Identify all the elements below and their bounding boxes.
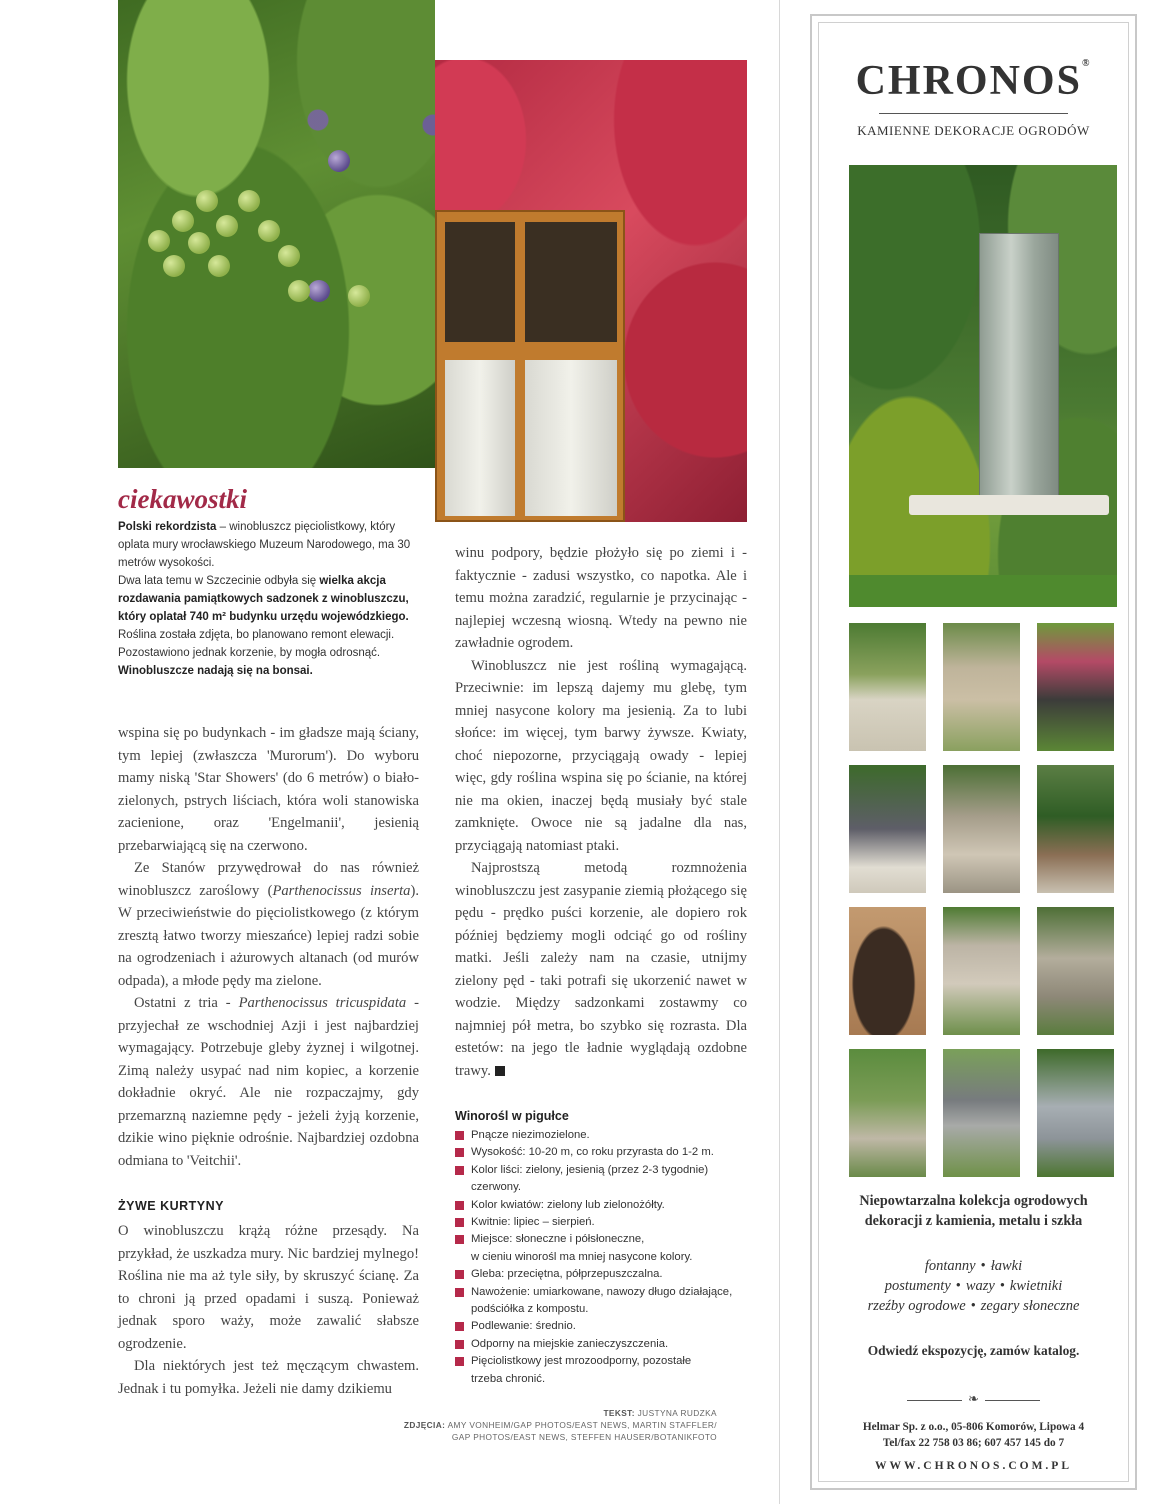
fact-text: – winobluszcz pięciolistkowy, który oplata mury wrocławskiego Muzeum Narodowego, ma 30 metrów wysokości. (118, 521, 411, 569)
paragraph-text: Najprostszą metodą rozmnożenia winobluszczu jest zasypanie ziemią płożącego się pędu - prędko puści korzenie, ale dopiero rok później będziemy mogli odciąć go od rośliny matki. Jeśli zależy nam na czasie, utnijmy zielony pęd - taki potrafi się ukorzenić nawet w wodzie. Między sadzonkami zostawmy co najmniej pół metra, bo szybko się rozrasta. Dla estetów: na jego tle ładnie wyglądają ozdobne trawy. (455, 860, 747, 1079)
brand-logo (819, 57, 1128, 105)
info-box-title: Winorośl w pigułce (455, 1109, 569, 1123)
bullet-square-icon (455, 1288, 464, 1297)
info-box-item (455, 1318, 755, 1335)
address-line2: Tel/fax 22 758 03 86; 607 457 145 do 7 (882, 1437, 1065, 1449)
bullet-square-icon (455, 1270, 464, 1279)
product-item: postumenty (884, 1278, 951, 1294)
paragraph-text: Ze Stanów przywędrował do nas również winobluszcz zaroślowy ( (118, 860, 419, 899)
thumb-sundial (849, 765, 926, 893)
info-box-text: Pnącze niezimozielone. (471, 1129, 590, 1141)
info-box-text: w cieniu winorośl ma mniej nasycone kolory. (471, 1250, 693, 1263)
ornament-divider (907, 1391, 1040, 1407)
fact-paragraph (118, 662, 418, 680)
page-divider (779, 0, 780, 1504)
info-box-item (455, 1162, 755, 1197)
thumb-metal-sculpture (943, 1049, 1020, 1177)
call-to-action: Odwiedź ekspozycję, zamów katalog. (867, 1343, 1080, 1358)
info-box-text: podściółka z kompostu. (471, 1303, 589, 1316)
credit-text-value: JUSTYNA RUDZKA (637, 1408, 717, 1418)
white-stones (909, 495, 1109, 515)
thumb-vase (943, 623, 1020, 751)
thumb-flower-pot (1037, 765, 1114, 893)
bullet-dot-icon: • (955, 1278, 961, 1294)
article-paragraph (118, 992, 419, 1172)
paragraph-text: ). W przeciwieństwie do pięciolistkowego (z którym zresztą łatwo tworzy mieszańce) lepiej radzi sobie na ogrodzeniach i ażurowych altanach (od murów odpada), a młode pędy ma zielone. (118, 882, 419, 989)
credit-photo-label: ZDJĘCIA: (403, 1420, 446, 1430)
info-box-item (455, 1231, 755, 1266)
ornament-icon: ❧ (968, 1391, 979, 1406)
bullet-square-icon (455, 1357, 464, 1366)
bullet-square-icon (455, 1201, 464, 1210)
paragraph-text: - przyjechał ze wschodniej Azji i jest najbardziej wymagający. Potrzebuje gleby żyznej i wilgotnej. Zimą należy usypać nad nim kopiec, a korzenie dokładnie okryć. Ale nie rozpaczajmy, gdy przemarzną naziemne pędy - jeżeli żyją korzenie, dzikie wino pięknie odrośnie. Najbardziej ozdobna odmiana to 'Veitchii'. (118, 995, 419, 1169)
thumb-wall-fountain (1037, 907, 1114, 1035)
paragraph-text: Winobluszcz nie jest rośliną wymagającą. Przeciwnie: im lepszą dajemy mu glebę, tym mniej nasycone kolory ma jesienią. Za to lubi słońce: im więcej, tym barwy żywsze. Kwiaty, choć niepozorne, przyciągają owady - lepiej więc, gdy roślina wspina się po ścianie, na której nie ma okien, inaczej będą musiały być stale zamknięte. Owoce nie są jadalne dla nas, przyciągają natomiast ptaki. (455, 657, 747, 854)
info-box-text: Kwitnie: lipiec – sierpień. (471, 1216, 595, 1229)
fact-text: Polski rekordzista (118, 521, 217, 533)
advertisement-frame (818, 22, 1129, 1482)
paragraph-text: Dla niektórych jest też męczącym chwastem. Jednak i tu pomyłka. Jeżeli nie damy dzikiemu (118, 1358, 419, 1397)
thumb-bench (849, 1049, 926, 1177)
thumb-sculpture-woman (849, 623, 926, 751)
bullet-square-icon (455, 1235, 464, 1244)
photo-vine-berries (118, 0, 435, 468)
paragraph-text: Ostatni z tria - (134, 995, 239, 1011)
bullet-dot-icon: • (970, 1298, 976, 1314)
article-paragraph (118, 1220, 419, 1355)
curiosities-facts (118, 518, 418, 680)
info-box-item (455, 1353, 755, 1388)
paragraph-text: wspina się po budynkach - im gładsze mają ściany, tym lepiej (zwłaszcza 'Murorum'). Do wyboru mamy niską 'Star Showers' (do 6 metrów) o biało-zielonych, pstrych liściach, która woli stanowiska zacienione, oraz 'Engelmanii', jesienią przebarwiającą się na czerwono. (118, 725, 419, 854)
info-box-list (455, 1127, 755, 1388)
window-frame (435, 210, 625, 522)
product-item: zegary słoneczne (980, 1298, 1080, 1314)
info-box-text: Gleba: przeciętna, półprzepuszczalna. (471, 1268, 663, 1281)
info-box-text: Podlewanie: średnio. (471, 1320, 576, 1333)
info-box-text: Miejsce: słoneczne i półsłoneczne, (471, 1233, 645, 1246)
bullet-square-icon (455, 1322, 464, 1331)
article-paragraph (118, 1355, 419, 1400)
thumb-bust (943, 765, 1020, 893)
bullet-square-icon (455, 1166, 464, 1175)
brand-name: CHRONOS (855, 58, 1082, 104)
article-paragraph (118, 857, 419, 992)
info-box-text: czerwony. (471, 1181, 522, 1194)
article-paragraph (455, 857, 747, 1082)
photo-red-vine-window (435, 60, 747, 522)
info-box-item (455, 1127, 755, 1144)
ad-slogan (819, 1191, 1128, 1231)
fact-paragraph (118, 572, 418, 662)
fact-text: Winobluszcze nadają się na bonsai. (118, 665, 313, 677)
thumb-planter (1037, 623, 1114, 751)
info-box-text: trzeba chronić. (471, 1372, 546, 1385)
bullet-square-icon (455, 1148, 464, 1157)
product-item: fontanny (924, 1258, 976, 1274)
info-box-text: Odporny na miejskie zanieczyszczenia. (471, 1337, 669, 1350)
info-box-text: Kolor liści: zielony, jesienią (przez 2-3 tygodnie) (471, 1163, 709, 1176)
credits (300, 1407, 717, 1443)
photo-water-wall (849, 165, 1117, 607)
fact-text: Roślina została zdjęta, bo planowano remont elewacji. Pozostawiono jednak korzenie, by mogła odrosnąć. (118, 629, 395, 659)
thumb-bird-figure (849, 907, 926, 1035)
paragraph-text: O winobluszczu krążą różne przesądy. Na przykład, że uszkadza mury. Nic bardziej mylnego! Roślina nie ma aż tyle siły, by skruszyć ścianę. Za to chroni ją przed opadami i suszą. Ponieważ jednak sporo waży, może zawalić słabsze ogrodzenie. (118, 1223, 419, 1352)
registered-mark: ® (1081, 58, 1092, 69)
credit-text-label: TEKST: (603, 1408, 635, 1418)
slogan-line1: Niepowtarzalna kolekcja ogrodowych (859, 1193, 1088, 1209)
sidebar-title: ciekawostki (118, 484, 247, 514)
section-heading: ŻYWE KURTYNY (118, 1199, 224, 1213)
info-box-item (455, 1144, 755, 1161)
info-box-text: Pięciolistkowy jest mrozoodporny, pozostałe (471, 1355, 692, 1368)
paragraph-text: Parthenocissus tricuspidata (238, 995, 407, 1011)
article-paragraph (455, 655, 747, 858)
fact-text: wielka akcja rozdawania pamiątkowych sadzonek z winobluszczu, który oplatał 740 m² budynku urzędu wojewódzkiego. (118, 575, 409, 623)
brand-subtitle: KAMIENNE DEKORACJE OGRODÓW (857, 123, 1090, 138)
credit-photo-line2: GAP PHOTOS/EAST NEWS, STEFFEN HAUSER/BOTANIKFOTO (451, 1432, 717, 1442)
article-paragraph (455, 542, 747, 655)
bullet-square-icon (455, 1131, 464, 1140)
bullet-square-icon (455, 1340, 464, 1349)
slogan-line2: dekoracji z kamienia, metalu i szkła (864, 1213, 1083, 1229)
product-item: kwietniki (1009, 1278, 1063, 1294)
info-box-item (455, 1214, 755, 1231)
bullet-dot-icon: • (999, 1278, 1005, 1294)
thumb-urn (943, 907, 1020, 1035)
bullet-square-icon (455, 1218, 464, 1227)
article-column-left-upper (118, 722, 419, 1172)
company-address (819, 1419, 1128, 1451)
paragraph-text: Parthenocissus inserta (272, 882, 411, 899)
article-paragraph (118, 722, 419, 857)
fact-text: Dwa lata temu w Szczecinie odbyła się (118, 575, 320, 587)
product-item: wazy (965, 1278, 995, 1294)
product-item: ławki (990, 1258, 1023, 1274)
water-wall-feature (979, 233, 1059, 505)
address-line1: Helmar Sp. z o.o., 05-806 Komorów, Lipowa 4 (862, 1421, 1085, 1433)
end-of-article-mark (495, 1066, 505, 1076)
berry-cluster (138, 160, 338, 310)
product-list (819, 1256, 1128, 1316)
brand-rule (879, 113, 1068, 114)
paragraph-text: winu podpory, będzie płożyło się po ziemi i - faktycznie - zadusi wszystko, co napotka. Ale i temu można zaradzić, regularnie je przycinając - najlepiej wczesną wiosną. Wtedy na pewno nie zawładnie ogrodem. (455, 545, 747, 651)
website-link[interactable]: WWW.CHRONOS.COM.PL (874, 1460, 1072, 1472)
thumb-cherub-statue (1037, 1049, 1114, 1177)
info-box-text: Nawożenie: umiarkowane, nawozy długo działające, (471, 1285, 733, 1298)
advertisement (810, 14, 1137, 1490)
credit-photo-line1: AMY VONHEIM/GAP PHOTOS/EAST NEWS, MARTIN STAFFLER/ (447, 1420, 717, 1430)
info-box-item (455, 1266, 755, 1283)
lawn (849, 575, 1117, 607)
article-column-left-lower (118, 1220, 419, 1400)
article-column-right (455, 542, 747, 1082)
info-box-text: Wysokość: 10-20 m, co roku przyrasta do 1-2 m. (471, 1146, 714, 1159)
info-box-item (455, 1284, 755, 1319)
product-item: rzeźby ogrodowe (867, 1298, 966, 1314)
info-box-text: Kolor kwiatów: zielony lub zielonożółty. (471, 1198, 665, 1211)
bullet-dot-icon: • (980, 1258, 986, 1274)
info-box-item (455, 1197, 755, 1214)
info-box-item (455, 1336, 755, 1353)
fact-paragraph (118, 518, 418, 572)
